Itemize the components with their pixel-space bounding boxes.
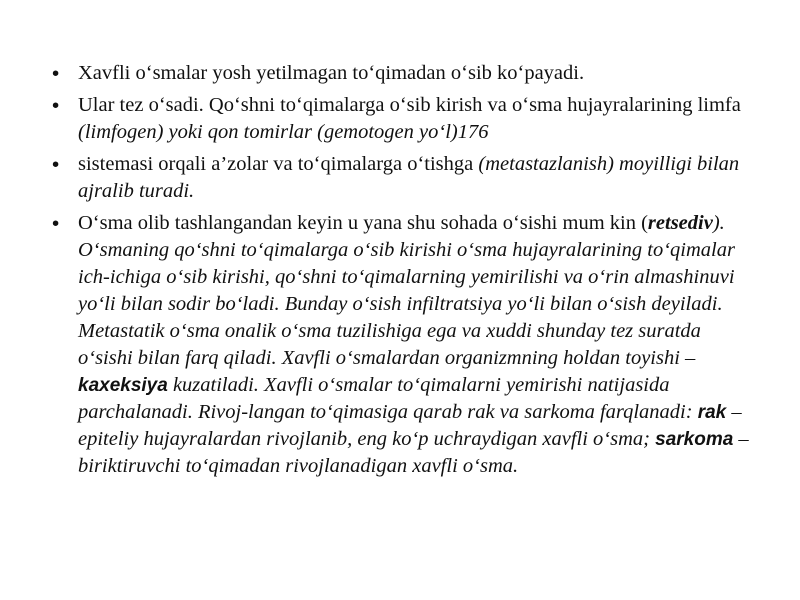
item-text-italic: (metastazlanish) moyilligi bilan ajralib turadi. [78, 153, 740, 202]
item-text: Xavfli o‘smalar yosh yetilmagan to‘qimadan o‘sib ko‘payadi. [78, 62, 585, 84]
term-retsediv: retsediv [647, 212, 713, 234]
item-text: sistemasi orqali a’zolar va to‘qimalarga o‘tishga [78, 153, 479, 175]
bullet-icon: • [52, 62, 60, 85]
term-rak: rak [697, 402, 727, 423]
bullet-icon: • [52, 153, 60, 176]
item-text: Ular tez o‘sadi. Qo‘shni to‘qimalarga o‘sib kirish va o‘sma hujayralarining limfa [78, 94, 741, 116]
list-item [52, 92, 752, 146]
item-text-italic: (limfogen) yoki qon tomirlar (gemotogen yo‘l)176 [78, 121, 489, 143]
bullet-list [52, 60, 752, 485]
list-item [52, 151, 752, 205]
bullet-icon: • [52, 94, 60, 117]
item-text-italic: kuzatiladi. Xavfli o‘smalar to‘qimalarni yemirishi natijasida parchalanadi. Rivoj-langan to‘qimasiga qarab rak va sarkoma farqlanadi: [78, 374, 698, 423]
list-item [52, 60, 752, 87]
term-sarkoma: sarkoma [655, 429, 734, 450]
item-text-italic: – biriktiruvchi to‘qimadan rivojlanadigan xavfli o‘sma. [78, 428, 749, 477]
list-item [52, 210, 752, 480]
bullet-icon: • [52, 212, 60, 235]
item-text-italic: – epiteliy hujayralardan rivojlanib, eng ko‘p uchraydigan xavfli o‘sma; [78, 401, 742, 450]
item-text-italic: ). O‘smaning qo‘shni to‘qimalarga o‘sib kirishi o‘sma hujayralarining to‘qimalar ich-ichiga o‘sib kirishi, qo‘shni to‘qimalarning yemirilishi va o‘rin almashinuvi yo‘li bilan sodir bo‘ladi. Bunday o‘sish infiltratsiya yo‘li bilan o‘sish deyiladi. Metastatik o‘sma onalik o‘sma tuzilishiga ega va xuddi shunday tez suratda o‘sishi bilan farq qiladi. Xavfli o‘smalardan organizmning holdan toyishi – [78, 212, 735, 369]
item-text: O‘sma olib tashlangandan keyin u yana shu sohada o‘sishi mum kin ( [78, 212, 648, 234]
term-kaxeksiya: kaxeksiya [78, 375, 168, 396]
